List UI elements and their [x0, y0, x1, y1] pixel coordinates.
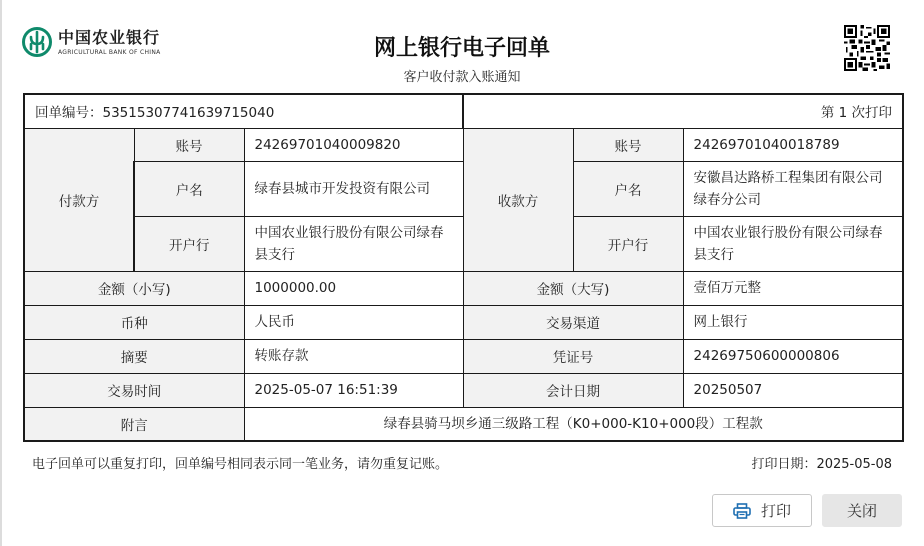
print-count: 第 1 次打印 [463, 94, 903, 128]
payee-bank-label: 开户行 [573, 216, 683, 271]
table-row [24, 373, 903, 407]
amount-big-label: 金额（大写) [463, 271, 683, 305]
payee-name-label: 户名 [573, 161, 683, 216]
table-row [24, 407, 903, 441]
payer-account: 24269701040009820 [244, 128, 463, 161]
payer-name-label: 户名 [134, 161, 244, 216]
channel: 网上银行 [683, 305, 903, 339]
table-row [24, 271, 903, 305]
accounting-date: 20250507 [683, 373, 903, 407]
transaction-time: 2025-05-07 16:51:39 [244, 373, 463, 407]
accounting-date-label: 会计日期 [463, 373, 683, 407]
print-date: 打印日期：2025-05-08 [751, 457, 892, 472]
summary-label: 摘要 [24, 339, 244, 373]
receipt-number-label: 回单编号： [35, 105, 103, 122]
payer-bank-label: 开户行 [134, 216, 244, 271]
document-subtitle: 客户收付款入账通知 [403, 70, 521, 85]
amount-small: 1000000.00 [244, 271, 463, 305]
document-title: 网上银行电子回单 [373, 36, 550, 61]
receipt-header-row [24, 94, 903, 128]
bank-name-cn: 中国农业银行 [58, 27, 161, 47]
time-label: 交易时间 [24, 373, 244, 407]
qr-code-icon [844, 25, 890, 71]
voucher-label: 凭证号 [463, 339, 683, 373]
payer-bank: 中国农业银行股份有限公司绿春县支行 [244, 216, 463, 271]
remark: 绿春县骑马坝乡通三级路工程（K0+000-K10+000段）工程款 [244, 407, 903, 441]
bank-name-en: AGRICULTURAL BANK OF CHINA [58, 48, 161, 56]
payer-name: 绿春县城市开发投资有限公司 [244, 161, 463, 216]
payee-account-label: 账号 [573, 128, 683, 161]
payee-label: 收款方 [463, 128, 573, 271]
payer-account-label: 账号 [134, 128, 244, 161]
voucher-number: 24269750600000806 [683, 339, 903, 373]
print-button[interactable] [712, 494, 812, 527]
receipt-table [23, 93, 904, 442]
close-button-label: 关闭 [846, 502, 877, 520]
currency: 人民币 [244, 305, 463, 339]
table-row [24, 305, 903, 339]
payee-bank: 中国农业银行股份有限公司绿春县支行 [683, 216, 903, 271]
table-row [24, 339, 903, 373]
print-button-label: 打印 [760, 502, 791, 520]
receipt-number: 53515307741639715040 [102, 105, 275, 122]
amount-small-label: 金额（小写) [24, 271, 244, 305]
payee-account: 24269701040018789 [683, 128, 903, 161]
remark-label: 附言 [24, 407, 244, 441]
amount-big: 壹佰万元整 [683, 271, 903, 305]
payee-name: 安徽昌达路桥工程集团有限公司绿春分公司 [683, 161, 903, 216]
summary: 转账存款 [244, 339, 463, 373]
currency-label: 币种 [24, 305, 244, 339]
reprint-note: 电子回单可以重复打印，回单编号相同表示同一笔业务，请勿重复记账。 [32, 457, 449, 472]
receipt-number-cell [24, 94, 463, 128]
payer-label: 付款方 [24, 128, 134, 271]
table-row [24, 128, 903, 161]
channel-label: 交易渠道 [463, 305, 683, 339]
close-button[interactable] [822, 494, 902, 527]
printer-icon [733, 503, 751, 519]
